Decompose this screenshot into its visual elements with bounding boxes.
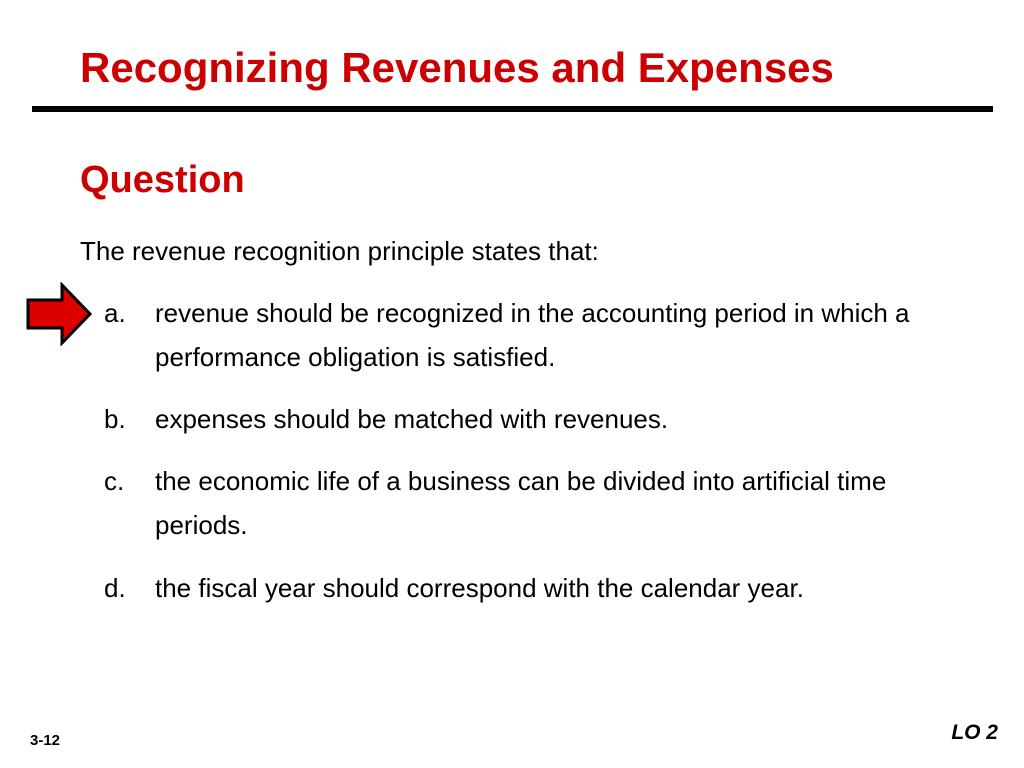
- option-a[interactable]: [104, 291, 954, 379]
- option-text: expenses should be matched with revenues.: [155, 404, 669, 434]
- arrow-shape: [28, 285, 90, 343]
- option-letter: d.: [104, 573, 126, 603]
- option-letter: a.: [104, 298, 126, 328]
- question-stem: The revenue recognition principle states that:: [80, 236, 599, 266]
- option-letter: b.: [104, 404, 126, 434]
- section-heading: Question: [80, 159, 245, 201]
- slide-title: Recognizing Revenues and Expenses: [80, 44, 834, 91]
- option-text: the economic life of a business can be divided into artificial time periods.: [155, 466, 887, 540]
- option-text: the fiscal year should correspond with the calendar year.: [155, 573, 804, 603]
- option-c[interactable]: [104, 459, 954, 547]
- option-d[interactable]: [104, 566, 954, 610]
- option-b[interactable]: [104, 397, 954, 441]
- title-divider: [32, 106, 993, 112]
- option-text: revenue should be recognized in the accounting period in which a performance obligation is satisfied.: [155, 298, 910, 372]
- option-letter: c.: [104, 466, 125, 496]
- learning-objective-label: LO 2: [951, 721, 998, 744]
- right-arrow-icon: [26, 282, 92, 346]
- slide-number: 3-12: [30, 732, 61, 749]
